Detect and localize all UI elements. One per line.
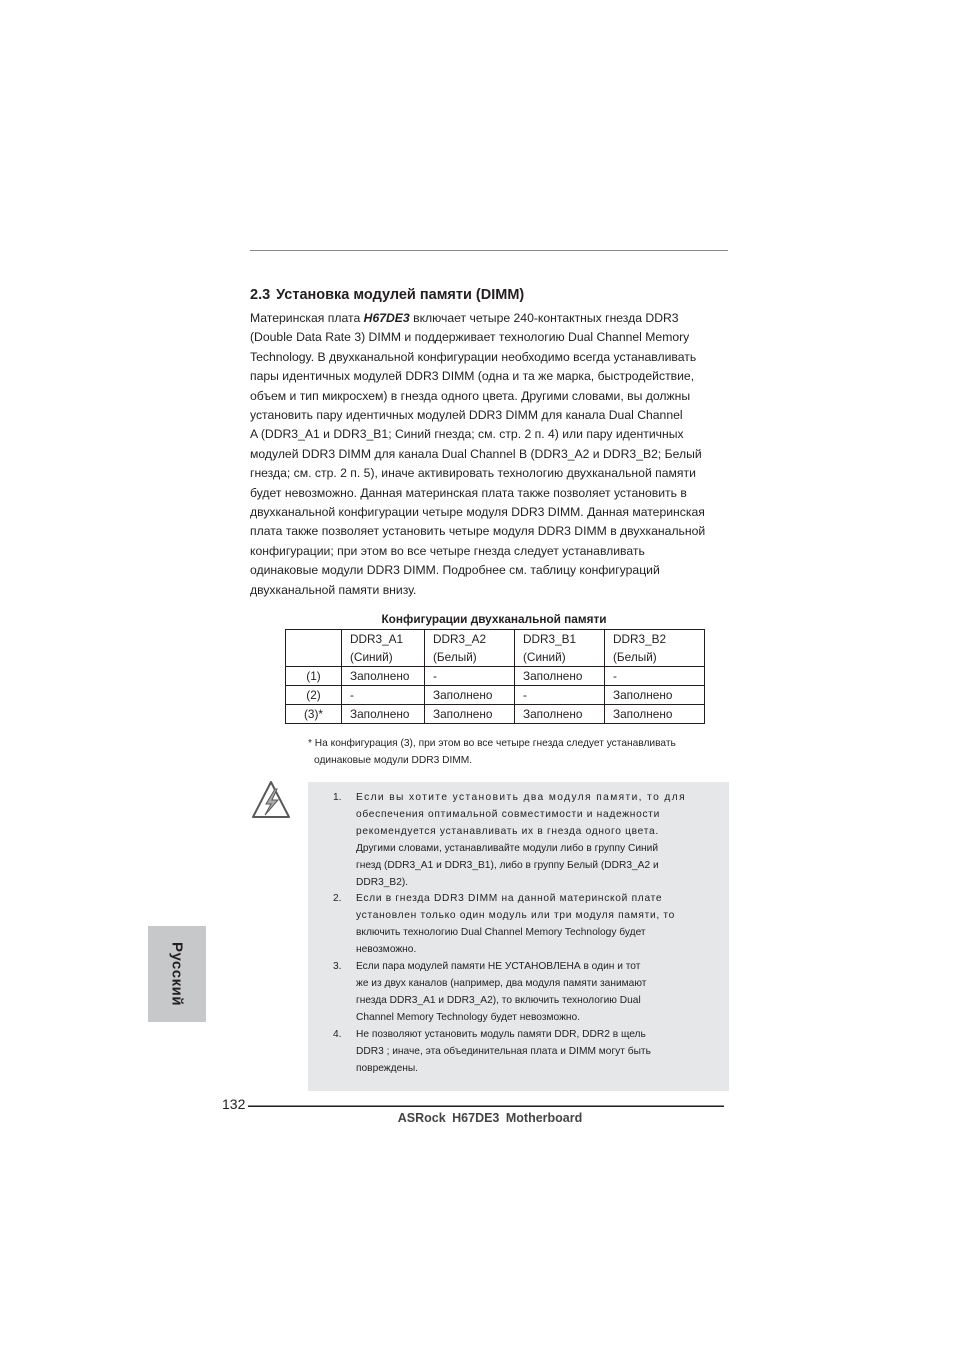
note-line: повреждены.	[356, 1062, 419, 1074]
table-cell: Заполнено	[342, 667, 425, 686]
body-line: A (DDR3_A1 и DDR3_B1; Синий гнезда; см. стр. 2 п. 4) или пару идентичных	[250, 427, 684, 442]
note-line: Если вы хотите установить два модуля памяти, то для	[356, 792, 686, 803]
top-divider	[250, 250, 728, 251]
table-corner-cell	[286, 630, 342, 667]
table-row	[286, 686, 705, 705]
note-line: обеспечения оптимальной совместимости и надежности	[356, 808, 661, 820]
note-item	[333, 959, 713, 1027]
table-row	[286, 667, 705, 686]
table-cell: Заполнено	[425, 705, 515, 724]
note-item	[333, 891, 713, 959]
note-line: гнезда DDR3_A1 и DDR3_A2), то включить технологию Dual	[356, 994, 641, 1006]
section-title-text: Установка модулей памяти (DIMM)	[276, 287, 525, 303]
note-number: 4.	[333, 1028, 342, 1040]
body-line	[250, 309, 730, 328]
note-line: DDR3 ; иначе, эта объединительная плата и DIMM могут быть	[356, 1045, 651, 1057]
footnote-line: одинаковые модули DDR3 DIMM.	[314, 754, 473, 766]
body-line: объем и тип микросхем) в гнезда одного цвета. Другими словами, вы должны	[250, 388, 691, 403]
body-line: установить пару идентичных модулей DDR3 DIMM для канала Dual Channel	[250, 408, 683, 423]
note-number: 3.	[333, 961, 342, 973]
table-header-cell: DDR3_B2	[605, 630, 705, 649]
table-footnote	[308, 736, 738, 769]
note-line: установлен только один модуль или три модуля памяти, то	[356, 910, 676, 922]
table-caption: Конфигурации двухканальной памяти	[381, 612, 607, 626]
language-label: Русский	[168, 941, 186, 1007]
page-number: 132	[222, 1096, 246, 1112]
note-line: Если пара модулей памяти НЕ УСТАНОВЛЕНА в один и тот	[356, 961, 641, 973]
section-number: 2.3	[250, 287, 271, 303]
body-line: плата также позволяет установить четыре модуля DDR3 DIMM в двухканальной	[250, 524, 706, 539]
table-cell: -	[515, 686, 605, 705]
body-line: пары идентичных модулей DDR3 DIMM (одна и та же марка, быстродействие,	[250, 369, 695, 384]
model-name: H67DE3	[363, 311, 410, 325]
table-cell: Заполнено	[605, 686, 705, 705]
note-line: Channel Memory Technology будет невозможно.	[356, 1011, 581, 1023]
row-label: (3)*	[286, 705, 342, 724]
table-cell: -	[605, 667, 705, 686]
table-cell: -	[342, 686, 425, 705]
notes-list	[333, 790, 713, 1077]
note-line: включить технологию Dual Channel Memory Technology будет	[356, 927, 646, 939]
table-header-row	[286, 630, 705, 649]
footer-divider	[248, 1106, 724, 1107]
body-line: конфигурации; при этом во все четыре гнезда следует устанавливать	[250, 543, 645, 558]
body-line: одинаковые модули DDR3 DIMM. Подробнее см. таблицу конфигураций	[250, 563, 660, 578]
body-line: Technology. В двухканальной конфигурации необходимо всегда устанавливать	[250, 349, 697, 364]
note-line: невозможно.	[356, 944, 417, 956]
footer-brand: ASRock H67DE3 Motherboard	[397, 1111, 583, 1125]
table-header-color: (Синий)	[342, 648, 425, 667]
table-cell: Заполнено	[605, 705, 705, 724]
note-line: гнезд (DDR3_A1 и DDR3_B1), либо в группу Белый (DDR3_A2 и	[356, 859, 659, 871]
table-header-color: (Синий)	[515, 648, 605, 667]
body-line: будет невозможно. Данная материнская плата также позволяет установить в	[250, 485, 687, 500]
table-header-color: (Белый)	[425, 648, 515, 667]
note-line: DDR3_B2).	[356, 876, 409, 888]
table-row	[286, 705, 705, 724]
note-line: Не позволяют установить модуль памяти DDR, DDR2 в щель	[356, 1028, 646, 1040]
note-line: же из двух каналов (например, два модуля памяти занимают	[356, 977, 647, 989]
body-text-fragment: Материнская плата	[250, 311, 364, 325]
dual-channel-config-table	[285, 629, 705, 724]
note-line: Если в гнезда DDR3 DIMM на данной материнской плате	[356, 893, 663, 905]
note-item	[333, 1027, 713, 1078]
body-line: (Double Data Rate 3) DIMM и поддерживает технологию Dual Channel Memory	[250, 330, 690, 345]
body-line: двухканальной памяти внизу.	[250, 582, 417, 597]
section-heading	[250, 287, 524, 303]
table-cell: -	[425, 667, 515, 686]
body-paragraph	[250, 309, 730, 600]
warning-lightning-icon	[250, 779, 292, 821]
table-cell: Заполнено	[515, 705, 605, 724]
row-label: (2)	[286, 686, 342, 705]
body-line: двухканальной конфигурации четыре модуля DDR3 DIMM. Данная материнская	[250, 505, 705, 520]
note-item	[333, 790, 713, 891]
note-line: Другими словами, устанавливайте модули либо в группу Синий	[356, 842, 659, 854]
table-cell: Заполнено	[515, 667, 605, 686]
body-line: гнезда; см. стр. 2 п. 5), иначе активировать технологию двухканальной памяти	[250, 466, 696, 481]
row-label: (1)	[286, 667, 342, 686]
note-number: 2.	[333, 893, 342, 905]
footnote-line: * На конфигурация (3), при этом во все четыре гнезда следует устанавливать	[308, 738, 676, 749]
table-header-cell: DDR3_B1	[515, 630, 605, 649]
body-line: модулей DDR3 DIMM для канала Dual Channel B (DDR3_A2 и DDR3_B2; Белый	[250, 446, 702, 461]
table-cell: Заполнено	[425, 686, 515, 705]
table-header-color: (Белый)	[605, 648, 705, 667]
note-line: рекомендуется устанавливать их в гнезда одного цвета.	[356, 825, 659, 837]
table-cell: Заполнено	[342, 705, 425, 724]
table-header-cell: DDR3_A1	[342, 630, 425, 649]
note-number: 1.	[333, 792, 342, 803]
language-side-tab	[148, 926, 206, 1022]
table-header-cell: DDR3_A2	[425, 630, 515, 649]
table-header-color-row	[286, 648, 705, 667]
body-text-fragment: включает четыре 240-контактных гнезда DDR3	[409, 311, 679, 325]
